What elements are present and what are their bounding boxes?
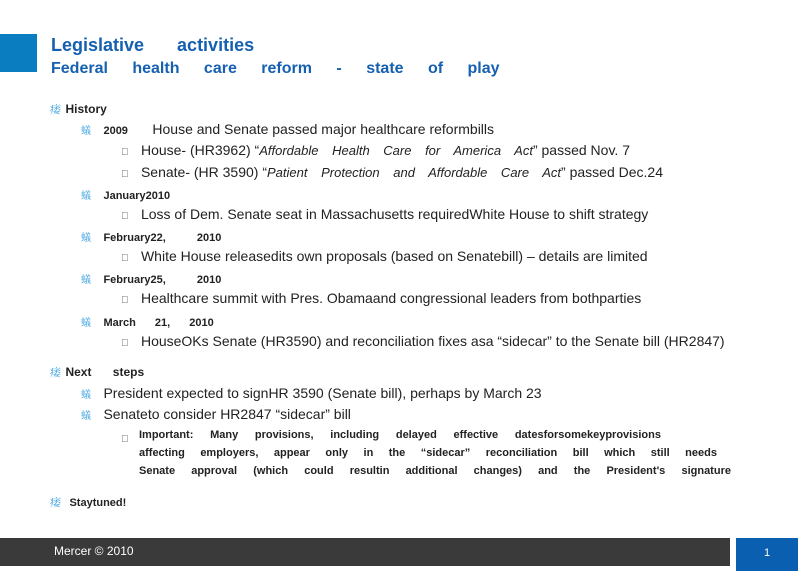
- list-item: [121, 248, 648, 266]
- list-item: [81, 385, 542, 403]
- word: needs: [685, 447, 717, 459]
- bullet-icon: [121, 211, 129, 222]
- item-text: House and Senate passed major healthcare reformbills: [152, 121, 495, 137]
- item-date: January2010: [103, 190, 171, 202]
- bullet-icon: 蟻: [81, 318, 91, 329]
- list-item: [121, 290, 641, 308]
- list-item: [81, 313, 214, 331]
- list-item: [121, 164, 663, 182]
- word: the: [573, 465, 591, 477]
- item-date: February22, 2010: [103, 232, 222, 244]
- word: Senate: [139, 465, 176, 477]
- bullet-icon: [121, 338, 129, 349]
- word: in: [363, 447, 374, 459]
- important-line-1: [139, 429, 661, 441]
- list-item: [81, 270, 221, 288]
- bill-name: Patient Protection and Affordable Care Act: [255, 165, 550, 180]
- accent-block: [0, 34, 37, 72]
- item-text: Healthcare summit with Pres. Obamaand congressional leaders from bothparties: [129, 290, 630, 306]
- word: effective: [453, 429, 499, 441]
- item-date: 2009: [103, 125, 128, 137]
- word: resultin: [349, 465, 390, 477]
- bullet-icon: 痿: [50, 497, 61, 509]
- bullet-icon: [121, 147, 129, 158]
- history-heading-row: [50, 100, 107, 118]
- list-item: [121, 206, 648, 224]
- important-line-3: [139, 465, 731, 477]
- word: signature: [681, 465, 731, 477]
- bullet-icon: 蟻: [81, 411, 91, 422]
- word: (which: [253, 465, 289, 477]
- page-number: 1: [763, 547, 771, 559]
- word: datesforsomekeyprovisions: [514, 429, 661, 441]
- word: the: [388, 447, 406, 459]
- list-item: [81, 186, 170, 204]
- word: Many: [210, 429, 239, 441]
- bullet-icon: 蟻: [81, 390, 91, 401]
- item-text: Senate- (HR 3590) “: [129, 164, 256, 180]
- word: including: [330, 429, 380, 441]
- word: employers,: [200, 447, 259, 459]
- list-item: [81, 406, 351, 424]
- word: “sidecar”: [420, 447, 471, 459]
- word: which: [604, 447, 636, 459]
- item-text: White House releasedits own proposals (based on Senatebill) – details are limited: [129, 248, 636, 264]
- word: bill: [572, 447, 589, 459]
- closing-text: Staytuned!: [69, 497, 127, 509]
- title-line-2: Federal health care reform - state of play: [51, 60, 500, 77]
- word: approval: [191, 465, 238, 477]
- item-date: March 21, 2010: [103, 317, 214, 329]
- item-text: ” passed Nov. 7: [521, 142, 619, 158]
- history-heading: History: [65, 102, 107, 116]
- bullet-icon: [121, 434, 129, 445]
- bullet-icon: 痿: [50, 367, 61, 379]
- bill-name: Affordable Health Care for America Act: [247, 143, 522, 158]
- word: provisions,: [254, 429, 314, 441]
- item-text: Loss of Dem. Senate seat in Massachusetts requiredWhite House to shift strategy: [129, 206, 637, 222]
- copyright: Mercer © 2010: [54, 544, 134, 558]
- word: additional: [405, 465, 458, 477]
- word: Important:: [139, 429, 194, 441]
- word: still: [650, 447, 670, 459]
- bullet-icon: [121, 169, 129, 180]
- word: could: [304, 465, 334, 477]
- bullet-icon: 蟻: [81, 275, 91, 286]
- word: delayed: [395, 429, 437, 441]
- closing-row: [50, 493, 126, 511]
- bullet-icon: 痿: [50, 104, 61, 116]
- list-item: [121, 333, 725, 351]
- slide-title: [51, 33, 500, 81]
- word: reconciliation: [485, 447, 558, 459]
- word: changes): [473, 465, 522, 477]
- bullet-icon: [121, 253, 129, 264]
- next-steps-heading-row: [50, 363, 144, 381]
- important-line-2: [139, 447, 717, 459]
- list-item: [81, 228, 221, 246]
- item-text: HouseOKs Senate (HR3590) and reconciliation fixes asa “sidecar” to the Senate bill (HR2847): [129, 333, 713, 349]
- item-text: President expected to signHR 3590 (Senate bill), perhaps by March 23: [103, 385, 542, 401]
- word: appear: [273, 447, 310, 459]
- item-date: February25, 2010: [103, 274, 222, 286]
- word: President's: [606, 465, 666, 477]
- title-line-1: Legislative activities: [51, 35, 255, 55]
- list-item: [121, 429, 129, 447]
- bullet-icon: 蟻: [81, 126, 91, 137]
- item-text: ” passed Dec.24: [549, 164, 652, 180]
- item-text: Senateto consider HR2847 “sidecar” bill: [103, 406, 351, 422]
- page-number-box: [736, 538, 798, 571]
- bullet-icon: 蟻: [81, 233, 91, 244]
- bullet-icon: [121, 295, 129, 306]
- word: only: [325, 447, 349, 459]
- next-steps-heading: Next steps: [65, 365, 145, 379]
- list-item: [81, 121, 494, 139]
- list-item: [121, 142, 630, 160]
- item-text: House- (HR3962) “: [129, 142, 248, 158]
- word: affecting: [139, 447, 185, 459]
- footer-bar: [0, 538, 730, 566]
- word: and: [538, 465, 558, 477]
- bullet-icon: 蟻: [81, 191, 91, 202]
